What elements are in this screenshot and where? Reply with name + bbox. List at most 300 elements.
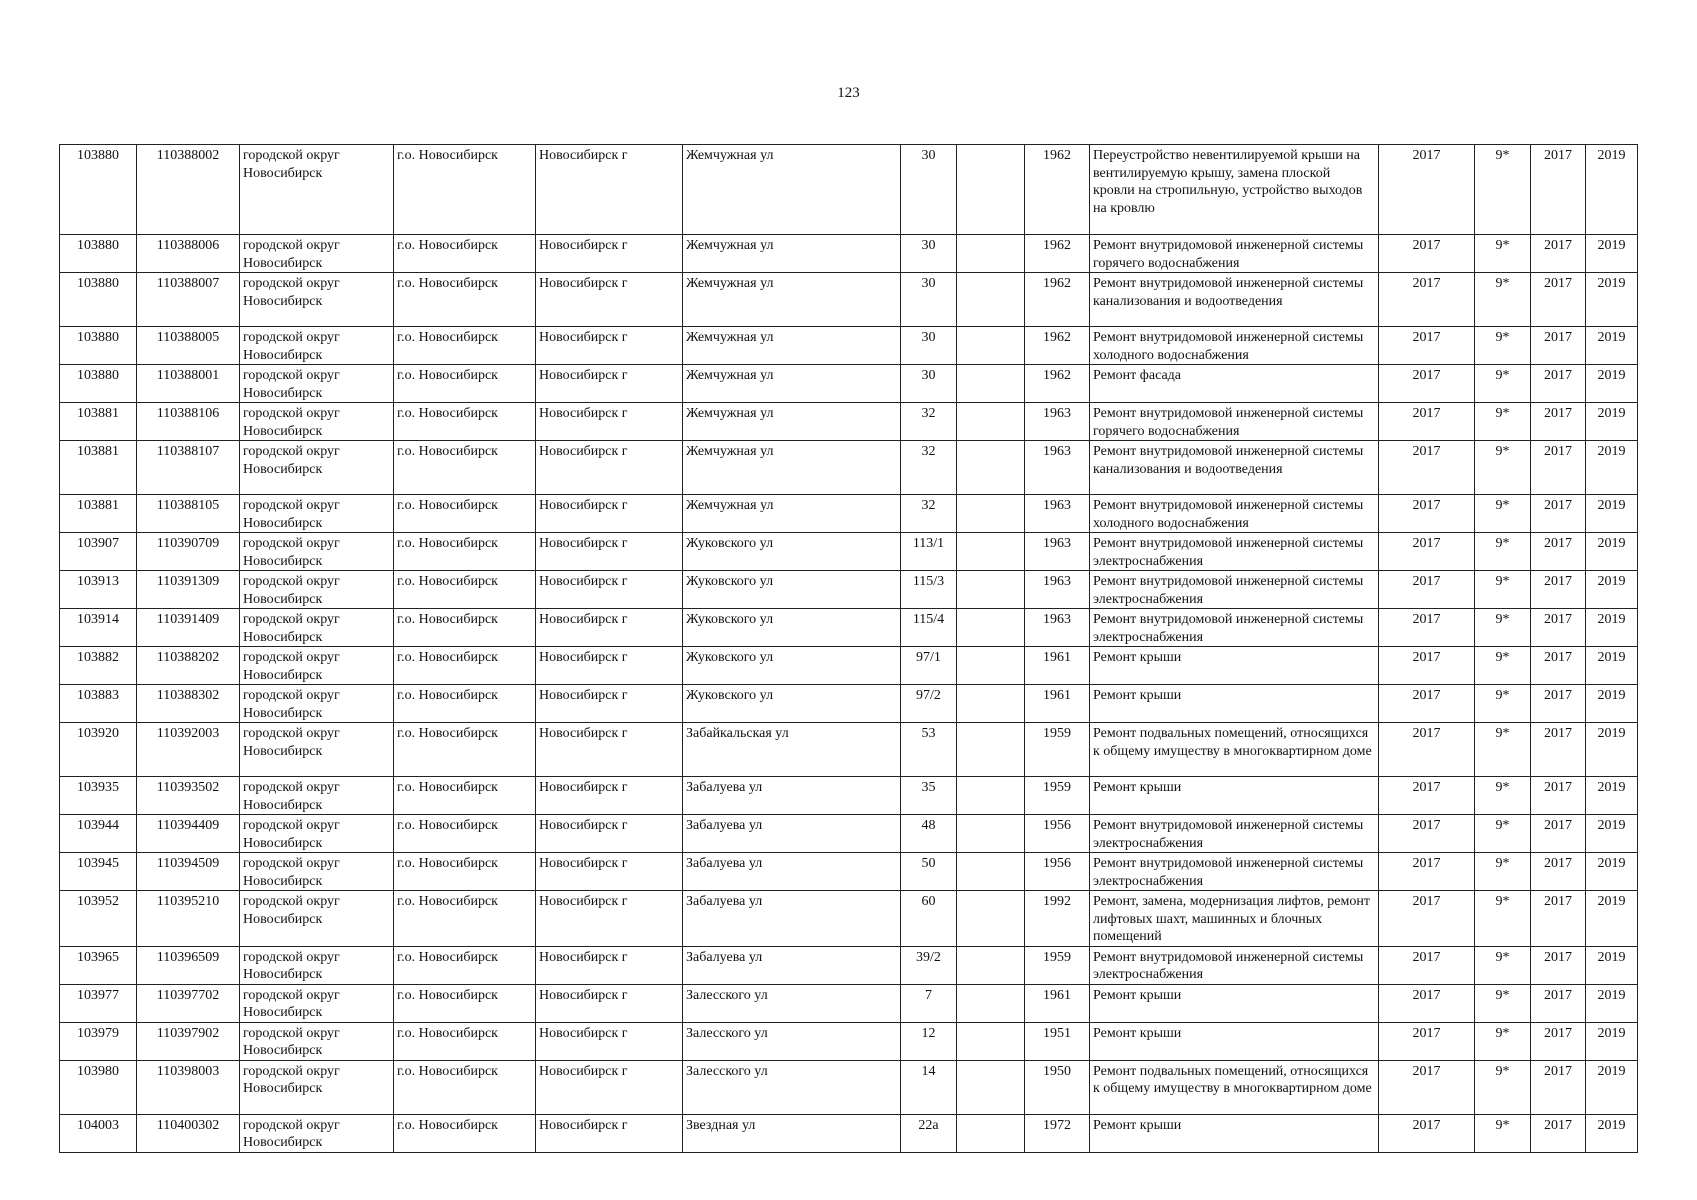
cell-plan-year: 2017 xyxy=(1379,403,1475,441)
cell-plan-year: 2017 xyxy=(1379,1114,1475,1152)
cell-start-year: 2017 xyxy=(1531,327,1586,365)
cell-priority-number: 9* xyxy=(1475,235,1531,273)
cell-end-year: 2019 xyxy=(1586,145,1638,235)
cell-work-code: 110388002 xyxy=(137,145,240,235)
cell-object-id: 103880 xyxy=(60,235,137,273)
cell-work-type: Ремонт внутридомовой инженерной системы горячего водоснабжения xyxy=(1090,403,1379,441)
table-row xyxy=(60,273,1638,327)
cell-object-id: 103980 xyxy=(60,1060,137,1114)
cell-house-number: 22а xyxy=(901,1114,957,1152)
cell-district: городской округ Новосибирск xyxy=(240,1114,394,1152)
cell-end-year: 2019 xyxy=(1586,853,1638,891)
cell-plan-year: 2017 xyxy=(1379,946,1475,984)
cell-plan-year: 2017 xyxy=(1379,984,1475,1022)
cell-priority-number: 9* xyxy=(1475,495,1531,533)
cell-building-number xyxy=(957,533,1025,571)
cell-start-year: 2017 xyxy=(1531,777,1586,815)
cell-year-built: 1956 xyxy=(1025,815,1090,853)
cell-end-year: 2019 xyxy=(1586,327,1638,365)
cell-house-number: 113/1 xyxy=(901,533,957,571)
cell-end-year: 2019 xyxy=(1586,777,1638,815)
cell-building-number xyxy=(957,327,1025,365)
cell-building-number xyxy=(957,984,1025,1022)
cell-priority-number: 9* xyxy=(1475,723,1531,777)
cell-street: Забалуева ул xyxy=(683,853,901,891)
cell-year-built: 1963 xyxy=(1025,403,1090,441)
cell-end-year: 2019 xyxy=(1586,495,1638,533)
cell-priority-number: 9* xyxy=(1475,891,1531,947)
cell-priority-number: 9* xyxy=(1475,403,1531,441)
cell-work-type: Ремонт крыши xyxy=(1090,1022,1379,1060)
cell-object-id: 104003 xyxy=(60,1114,137,1152)
cell-work-code: 110388302 xyxy=(137,685,240,723)
cell-work-type: Ремонт внутридомовой инженерной системы холодного водоснабжения xyxy=(1090,327,1379,365)
cell-building-number xyxy=(957,1022,1025,1060)
cell-building-number xyxy=(957,815,1025,853)
cell-priority-number: 9* xyxy=(1475,609,1531,647)
cell-district: городской округ Новосибирск xyxy=(240,723,394,777)
cell-plan-year: 2017 xyxy=(1379,145,1475,235)
cell-work-type: Ремонт внутридомовой инженерной системы холодного водоснабжения xyxy=(1090,495,1379,533)
cell-municipality: г.о. Новосибирск xyxy=(394,235,536,273)
cell-priority-number: 9* xyxy=(1475,327,1531,365)
cell-year-built: 1951 xyxy=(1025,1022,1090,1060)
cell-locality: Новосибирск г xyxy=(536,1060,683,1114)
cell-municipality: г.о. Новосибирск xyxy=(394,1022,536,1060)
cell-house-number: 53 xyxy=(901,723,957,777)
cell-start-year: 2017 xyxy=(1531,647,1586,685)
cell-priority-number: 9* xyxy=(1475,1114,1531,1152)
cell-house-number: 14 xyxy=(901,1060,957,1114)
cell-house-number: 39/2 xyxy=(901,946,957,984)
cell-street: Забалуева ул xyxy=(683,777,901,815)
cell-district: городской округ Новосибирск xyxy=(240,403,394,441)
cell-work-type: Переустройство невентилируемой крыши на вентилируемую крышу, замена плоской кровли на стропильную, устройство выходов на кровлю xyxy=(1090,145,1379,235)
cell-municipality: г.о. Новосибирск xyxy=(394,273,536,327)
cell-street: Залесского ул xyxy=(683,1060,901,1114)
cell-district: городской округ Новосибирск xyxy=(240,891,394,947)
cell-municipality: г.о. Новосибирск xyxy=(394,533,536,571)
cell-work-code: 110400302 xyxy=(137,1114,240,1152)
cell-year-built: 1962 xyxy=(1025,365,1090,403)
cell-plan-year: 2017 xyxy=(1379,777,1475,815)
cell-work-code: 110397902 xyxy=(137,1022,240,1060)
cell-end-year: 2019 xyxy=(1586,946,1638,984)
table-row xyxy=(60,495,1638,533)
cell-plan-year: 2017 xyxy=(1379,533,1475,571)
cell-house-number: 32 xyxy=(901,441,957,495)
cell-street: Залесского ул xyxy=(683,1022,901,1060)
cell-locality: Новосибирск г xyxy=(536,145,683,235)
cell-end-year: 2019 xyxy=(1586,984,1638,1022)
cell-start-year: 2017 xyxy=(1531,571,1586,609)
cell-year-built: 1972 xyxy=(1025,1114,1090,1152)
cell-street: Жемчужная ул xyxy=(683,327,901,365)
cell-work-code: 110388005 xyxy=(137,327,240,365)
cell-plan-year: 2017 xyxy=(1379,571,1475,609)
cell-street: Забалуева ул xyxy=(683,946,901,984)
cell-work-code: 110396509 xyxy=(137,946,240,984)
cell-start-year: 2017 xyxy=(1531,235,1586,273)
cell-end-year: 2019 xyxy=(1586,403,1638,441)
cell-end-year: 2019 xyxy=(1586,571,1638,609)
table-row xyxy=(60,609,1638,647)
cell-year-built: 1962 xyxy=(1025,273,1090,327)
cell-start-year: 2017 xyxy=(1531,685,1586,723)
cell-work-type: Ремонт внутридомовой инженерной системы горячего водоснабжения xyxy=(1090,235,1379,273)
cell-work-type: Ремонт фасада xyxy=(1090,365,1379,403)
cell-start-year: 2017 xyxy=(1531,891,1586,947)
cell-district: городской округ Новосибирск xyxy=(240,946,394,984)
cell-year-built: 1959 xyxy=(1025,777,1090,815)
cell-work-type: Ремонт крыши xyxy=(1090,1114,1379,1152)
cell-work-type: Ремонт крыши xyxy=(1090,685,1379,723)
cell-building-number xyxy=(957,441,1025,495)
cell-plan-year: 2017 xyxy=(1379,891,1475,947)
cell-work-type: Ремонт крыши xyxy=(1090,777,1379,815)
cell-building-number xyxy=(957,403,1025,441)
cell-street: Забалуева ул xyxy=(683,815,901,853)
cell-street: Жемчужная ул xyxy=(683,235,901,273)
cell-year-built: 1963 xyxy=(1025,571,1090,609)
cell-object-id: 103880 xyxy=(60,327,137,365)
cell-end-year: 2019 xyxy=(1586,235,1638,273)
cell-plan-year: 2017 xyxy=(1379,609,1475,647)
cell-locality: Новосибирск г xyxy=(536,853,683,891)
cell-locality: Новосибирск г xyxy=(536,327,683,365)
cell-locality: Новосибирск г xyxy=(536,495,683,533)
cell-year-built: 1950 xyxy=(1025,1060,1090,1114)
cell-object-id: 103880 xyxy=(60,365,137,403)
cell-street: Жемчужная ул xyxy=(683,495,901,533)
cell-street: Жуковского ул xyxy=(683,685,901,723)
cell-work-type: Ремонт внутридомовой инженерной системы электроснабжения xyxy=(1090,853,1379,891)
cell-end-year: 2019 xyxy=(1586,891,1638,947)
table-row xyxy=(60,891,1638,947)
cell-start-year: 2017 xyxy=(1531,365,1586,403)
table-row xyxy=(60,853,1638,891)
cell-municipality: г.о. Новосибирск xyxy=(394,1060,536,1114)
cell-start-year: 2017 xyxy=(1531,1114,1586,1152)
cell-locality: Новосибирск г xyxy=(536,235,683,273)
cell-locality: Новосибирск г xyxy=(536,647,683,685)
cell-priority-number: 9* xyxy=(1475,777,1531,815)
cell-priority-number: 9* xyxy=(1475,441,1531,495)
table-row xyxy=(60,723,1638,777)
table-row xyxy=(60,533,1638,571)
cell-street: Жемчужная ул xyxy=(683,403,901,441)
table-row xyxy=(60,984,1638,1022)
table-row xyxy=(60,1114,1638,1152)
cell-start-year: 2017 xyxy=(1531,723,1586,777)
cell-work-code: 110392003 xyxy=(137,723,240,777)
cell-work-code: 110388001 xyxy=(137,365,240,403)
cell-object-id: 103882 xyxy=(60,647,137,685)
cell-district: городской округ Новосибирск xyxy=(240,571,394,609)
cell-year-built: 1961 xyxy=(1025,984,1090,1022)
cell-priority-number: 9* xyxy=(1475,815,1531,853)
cell-work-code: 110397702 xyxy=(137,984,240,1022)
cell-work-type: Ремонт подвальных помещений, относящихся к общему имуществу в многоквартирном доме xyxy=(1090,1060,1379,1114)
cell-work-code: 110394509 xyxy=(137,853,240,891)
table-row xyxy=(60,441,1638,495)
cell-district: городской округ Новосибирск xyxy=(240,533,394,571)
cell-work-type: Ремонт, замена, модернизация лифтов, ремонт лифтовых шахт, машинных и блочных помещений xyxy=(1090,891,1379,947)
cell-house-number: 7 xyxy=(901,984,957,1022)
cell-priority-number: 9* xyxy=(1475,145,1531,235)
cell-house-number: 60 xyxy=(901,891,957,947)
cell-object-id: 103913 xyxy=(60,571,137,609)
cell-house-number: 50 xyxy=(901,853,957,891)
cell-year-built: 1963 xyxy=(1025,533,1090,571)
cell-plan-year: 2017 xyxy=(1379,495,1475,533)
cell-end-year: 2019 xyxy=(1586,685,1638,723)
page-number: 123 xyxy=(837,85,860,101)
cell-house-number: 115/3 xyxy=(901,571,957,609)
table-row xyxy=(60,235,1638,273)
cell-building-number xyxy=(957,1114,1025,1152)
cell-work-type: Ремонт внутридомовой инженерной системы электроснабжения xyxy=(1090,609,1379,647)
cell-priority-number: 9* xyxy=(1475,365,1531,403)
cell-work-code: 110398003 xyxy=(137,1060,240,1114)
cell-work-type: Ремонт внутридомовой инженерной системы электроснабжения xyxy=(1090,946,1379,984)
cell-work-code: 110394409 xyxy=(137,815,240,853)
cell-year-built: 1961 xyxy=(1025,647,1090,685)
cell-start-year: 2017 xyxy=(1531,533,1586,571)
cell-municipality: г.о. Новосибирск xyxy=(394,495,536,533)
cell-building-number xyxy=(957,235,1025,273)
cell-object-id: 103952 xyxy=(60,891,137,947)
cell-building-number xyxy=(957,145,1025,235)
cell-street: Жемчужная ул xyxy=(683,273,901,327)
cell-object-id: 103944 xyxy=(60,815,137,853)
cell-locality: Новосибирск г xyxy=(536,815,683,853)
cell-work-type: Ремонт внутридомовой инженерной системы электроснабжения xyxy=(1090,533,1379,571)
cell-locality: Новосибирск г xyxy=(536,685,683,723)
cell-year-built: 1963 xyxy=(1025,441,1090,495)
cell-building-number xyxy=(957,495,1025,533)
cell-building-number xyxy=(957,273,1025,327)
cell-end-year: 2019 xyxy=(1586,609,1638,647)
cell-object-id: 103883 xyxy=(60,685,137,723)
cell-end-year: 2019 xyxy=(1586,815,1638,853)
cell-end-year: 2019 xyxy=(1586,1060,1638,1114)
cell-start-year: 2017 xyxy=(1531,495,1586,533)
table-row xyxy=(60,365,1638,403)
cell-building-number xyxy=(957,571,1025,609)
cell-work-code: 110395210 xyxy=(137,891,240,947)
cell-locality: Новосибирск г xyxy=(536,777,683,815)
cell-building-number xyxy=(957,647,1025,685)
cell-municipality: г.о. Новосибирск xyxy=(394,1114,536,1152)
cell-start-year: 2017 xyxy=(1531,1022,1586,1060)
cell-year-built: 1959 xyxy=(1025,946,1090,984)
cell-plan-year: 2017 xyxy=(1379,853,1475,891)
cell-plan-year: 2017 xyxy=(1379,1060,1475,1114)
table-row xyxy=(60,815,1638,853)
cell-building-number xyxy=(957,1060,1025,1114)
cell-municipality: г.о. Новосибирск xyxy=(394,685,536,723)
cell-start-year: 2017 xyxy=(1531,984,1586,1022)
cell-district: городской округ Новосибирск xyxy=(240,1060,394,1114)
cell-locality: Новосибирск г xyxy=(536,273,683,327)
cell-work-type: Ремонт внутридомовой инженерной системы канализования и водоотведения xyxy=(1090,441,1379,495)
cell-object-id: 103914 xyxy=(60,609,137,647)
cell-building-number xyxy=(957,609,1025,647)
cell-start-year: 2017 xyxy=(1531,815,1586,853)
cell-year-built: 1963 xyxy=(1025,495,1090,533)
cell-house-number: 30 xyxy=(901,273,957,327)
cell-plan-year: 2017 xyxy=(1379,1022,1475,1060)
cell-plan-year: 2017 xyxy=(1379,685,1475,723)
cell-year-built: 1961 xyxy=(1025,685,1090,723)
cell-plan-year: 2017 xyxy=(1379,365,1475,403)
cell-district: городской округ Новосибирск xyxy=(240,441,394,495)
cell-district: городской округ Новосибирск xyxy=(240,235,394,273)
cell-object-id: 103945 xyxy=(60,853,137,891)
cell-house-number: 12 xyxy=(901,1022,957,1060)
cell-house-number: 97/1 xyxy=(901,647,957,685)
cell-district: городской округ Новосибирск xyxy=(240,327,394,365)
cell-municipality: г.о. Новосибирск xyxy=(394,723,536,777)
cell-priority-number: 9* xyxy=(1475,571,1531,609)
cell-street: Залесского ул xyxy=(683,984,901,1022)
cell-municipality: г.о. Новосибирск xyxy=(394,571,536,609)
cell-end-year: 2019 xyxy=(1586,647,1638,685)
table-row xyxy=(60,327,1638,365)
cell-year-built: 1962 xyxy=(1025,235,1090,273)
cell-work-type: Ремонт внутридомовой инженерной системы электроснабжения xyxy=(1090,571,1379,609)
cell-locality: Новосибирск г xyxy=(536,403,683,441)
cell-work-code: 110390709 xyxy=(137,533,240,571)
cell-street: Жуковского ул xyxy=(683,609,901,647)
cell-work-type: Ремонт внутридомовой инженерной системы канализования и водоотведения xyxy=(1090,273,1379,327)
cell-plan-year: 2017 xyxy=(1379,235,1475,273)
cell-house-number: 35 xyxy=(901,777,957,815)
cell-start-year: 2017 xyxy=(1531,441,1586,495)
cell-work-code: 110391309 xyxy=(137,571,240,609)
cell-house-number: 97/2 xyxy=(901,685,957,723)
cell-priority-number: 9* xyxy=(1475,1060,1531,1114)
cell-house-number: 30 xyxy=(901,235,957,273)
cell-object-id: 103881 xyxy=(60,403,137,441)
cell-object-id: 103881 xyxy=(60,441,137,495)
cell-house-number: 30 xyxy=(901,145,957,235)
cell-street: Жемчужная ул xyxy=(683,441,901,495)
cell-work-code: 110388006 xyxy=(137,235,240,273)
cell-priority-number: 9* xyxy=(1475,946,1531,984)
cell-priority-number: 9* xyxy=(1475,1022,1531,1060)
cell-object-id: 103979 xyxy=(60,1022,137,1060)
table-row xyxy=(60,145,1638,235)
cell-work-type: Ремонт крыши xyxy=(1090,984,1379,1022)
cell-work-code: 110388106 xyxy=(137,403,240,441)
cell-locality: Новосибирск г xyxy=(536,984,683,1022)
cell-street: Забайкальская ул xyxy=(683,723,901,777)
cell-locality: Новосибирск г xyxy=(536,1022,683,1060)
cell-building-number xyxy=(957,365,1025,403)
cell-end-year: 2019 xyxy=(1586,365,1638,403)
cell-locality: Новосибирск г xyxy=(536,533,683,571)
cell-street: Жуковского ул xyxy=(683,647,901,685)
cell-district: городской округ Новосибирск xyxy=(240,647,394,685)
cell-district: городской округ Новосибирск xyxy=(240,1022,394,1060)
cell-municipality: г.о. Новосибирск xyxy=(394,327,536,365)
cell-district: городской округ Новосибирск xyxy=(240,815,394,853)
cell-priority-number: 9* xyxy=(1475,273,1531,327)
cell-locality: Новосибирск г xyxy=(536,365,683,403)
cell-start-year: 2017 xyxy=(1531,145,1586,235)
cell-municipality: г.о. Новосибирск xyxy=(394,984,536,1022)
cell-district: городской округ Новосибирск xyxy=(240,273,394,327)
cell-street: Забалуева ул xyxy=(683,891,901,947)
cell-house-number: 48 xyxy=(901,815,957,853)
table-body xyxy=(60,145,1638,1153)
cell-locality: Новосибирск г xyxy=(536,609,683,647)
cell-building-number xyxy=(957,723,1025,777)
cell-building-number xyxy=(957,946,1025,984)
cell-object-id: 103965 xyxy=(60,946,137,984)
cell-district: городской округ Новосибирск xyxy=(240,685,394,723)
cell-district: городской округ Новосибирск xyxy=(240,495,394,533)
cell-year-built: 1963 xyxy=(1025,609,1090,647)
cell-year-built: 1962 xyxy=(1025,145,1090,235)
cell-object-id: 103977 xyxy=(60,984,137,1022)
table-row xyxy=(60,777,1638,815)
cell-object-id: 103935 xyxy=(60,777,137,815)
cell-object-id: 103881 xyxy=(60,495,137,533)
cell-work-code: 110388105 xyxy=(137,495,240,533)
cell-work-type: Ремонт внутридомовой инженерной системы электроснабжения xyxy=(1090,815,1379,853)
cell-house-number: 30 xyxy=(901,365,957,403)
cell-district: городской округ Новосибирск xyxy=(240,609,394,647)
cell-end-year: 2019 xyxy=(1586,723,1638,777)
cell-district: городской округ Новосибирск xyxy=(240,853,394,891)
cell-object-id: 103880 xyxy=(60,273,137,327)
cell-plan-year: 2017 xyxy=(1379,441,1475,495)
cell-municipality: г.о. Новосибирск xyxy=(394,946,536,984)
cell-priority-number: 9* xyxy=(1475,984,1531,1022)
table-row xyxy=(60,571,1638,609)
cell-start-year: 2017 xyxy=(1531,273,1586,327)
cell-street: Жуковского ул xyxy=(683,533,901,571)
cell-locality: Новосибирск г xyxy=(536,946,683,984)
cell-end-year: 2019 xyxy=(1586,1022,1638,1060)
cell-priority-number: 9* xyxy=(1475,647,1531,685)
cell-priority-number: 9* xyxy=(1475,853,1531,891)
cell-municipality: г.о. Новосибирск xyxy=(394,441,536,495)
table-row xyxy=(60,1060,1638,1114)
cell-plan-year: 2017 xyxy=(1379,815,1475,853)
cell-object-id: 103920 xyxy=(60,723,137,777)
table-row xyxy=(60,403,1638,441)
cell-work-code: 110393502 xyxy=(137,777,240,815)
cell-municipality: г.о. Новосибирск xyxy=(394,403,536,441)
cell-municipality: г.о. Новосибирск xyxy=(394,815,536,853)
cell-work-code: 110388007 xyxy=(137,273,240,327)
cell-end-year: 2019 xyxy=(1586,441,1638,495)
cell-building-number xyxy=(957,891,1025,947)
cell-municipality: г.о. Новосибирск xyxy=(394,145,536,235)
cell-street: Звездная ул xyxy=(683,1114,901,1152)
cell-object-id: 103880 xyxy=(60,145,137,235)
cell-municipality: г.о. Новосибирск xyxy=(394,891,536,947)
cell-locality: Новосибирск г xyxy=(536,571,683,609)
cell-house-number: 115/4 xyxy=(901,609,957,647)
cell-year-built: 1959 xyxy=(1025,723,1090,777)
cell-house-number: 32 xyxy=(901,403,957,441)
cell-district: городской округ Новосибирск xyxy=(240,365,394,403)
